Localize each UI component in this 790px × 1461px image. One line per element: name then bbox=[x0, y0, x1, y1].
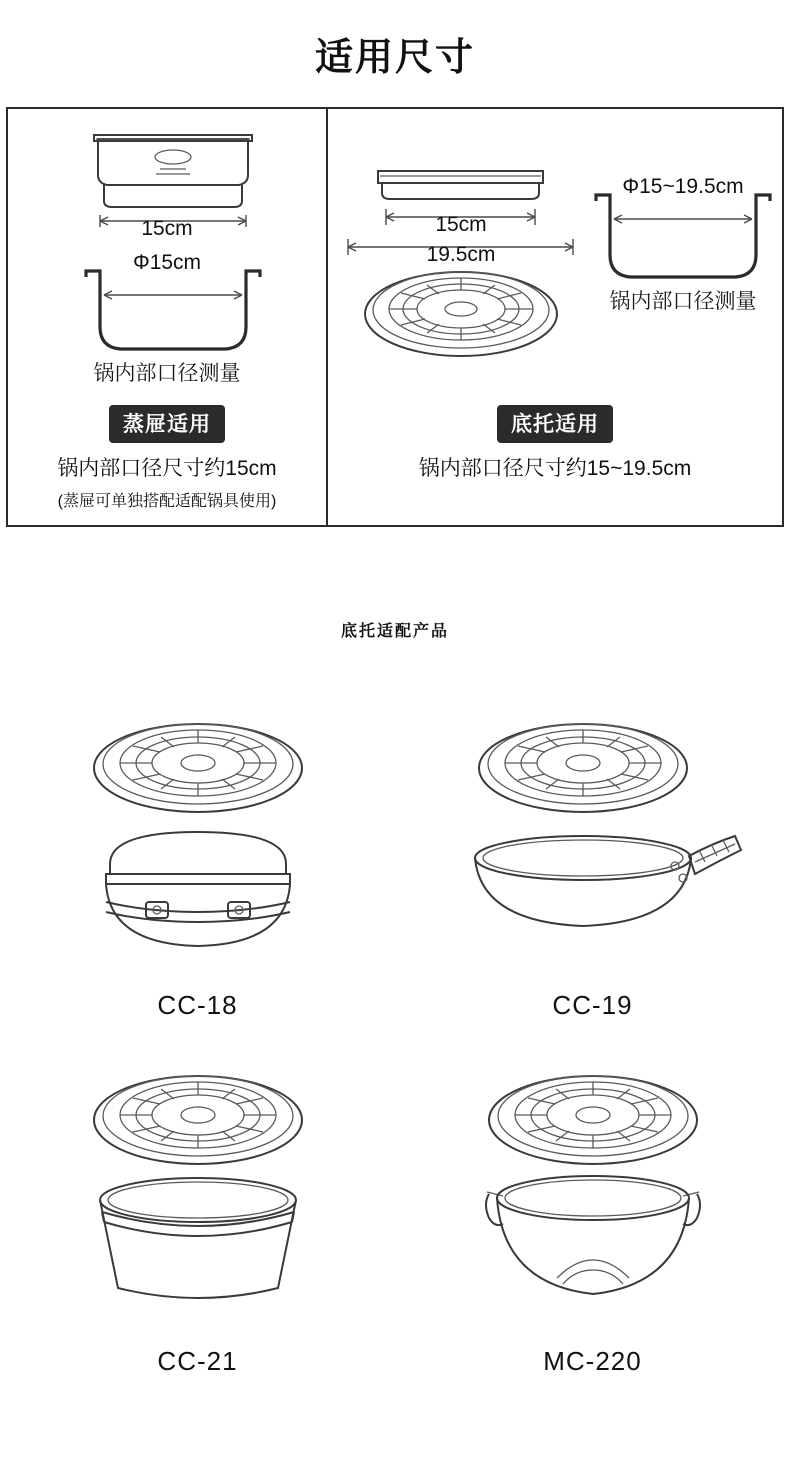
left-sub-caption: (蒸屉可单独搭配适配锅具使用) bbox=[57, 493, 277, 510]
product-art-deep-pot bbox=[48, 1072, 348, 1340]
right-dim-bottom: 19.5cm bbox=[426, 243, 496, 266]
left-measure-note: 锅内部口径测量 bbox=[93, 362, 241, 385]
product-label-cc21: CC-21 bbox=[157, 1346, 238, 1376]
left-caption: 锅内部口径尺寸约15cm bbox=[57, 457, 277, 480]
left-badge-wrap bbox=[8, 405, 326, 511]
product-cell-cc21 bbox=[0, 1072, 395, 1402]
right-measure-note: 锅内部口径测量 bbox=[609, 290, 757, 313]
product-label-cc19: CC-19 bbox=[552, 990, 633, 1020]
product-art-hanging-pot bbox=[443, 1072, 743, 1340]
product-cell-cc19 bbox=[395, 716, 790, 1046]
product-cell-cc18 bbox=[0, 716, 395, 1046]
left-measure-note-wrap bbox=[8, 357, 326, 387]
section-title-products: 底托适配产品 bbox=[340, 623, 449, 640]
size-panel bbox=[6, 107, 784, 527]
left-badge: 蒸屉适用 bbox=[109, 405, 225, 443]
product-art-pot-with-lid bbox=[48, 716, 348, 984]
right-dim-top: 15cm bbox=[435, 213, 487, 236]
right-badge: 底托适用 bbox=[497, 405, 613, 443]
product-cell-mc220 bbox=[395, 1072, 790, 1402]
product-grid bbox=[0, 716, 790, 1402]
right-badge-wrap bbox=[328, 405, 782, 482]
right-caption: 锅内部口径尺寸约15~19.5cm bbox=[418, 457, 692, 480]
left-dim-pot: Φ15cm bbox=[132, 251, 202, 274]
product-art-frying-pan bbox=[443, 716, 743, 984]
section-title-size: 适用尺寸 bbox=[314, 37, 475, 79]
size-panel-right bbox=[328, 109, 782, 525]
product-label-cc18: CC-18 bbox=[157, 990, 238, 1020]
size-panel-left bbox=[8, 109, 328, 525]
left-dim-top: 15cm bbox=[141, 217, 193, 240]
page-root bbox=[0, 26, 790, 1461]
product-label-mc220: MC-220 bbox=[543, 1346, 642, 1376]
right-dim-pot: Φ15~19.5cm bbox=[622, 175, 744, 198]
